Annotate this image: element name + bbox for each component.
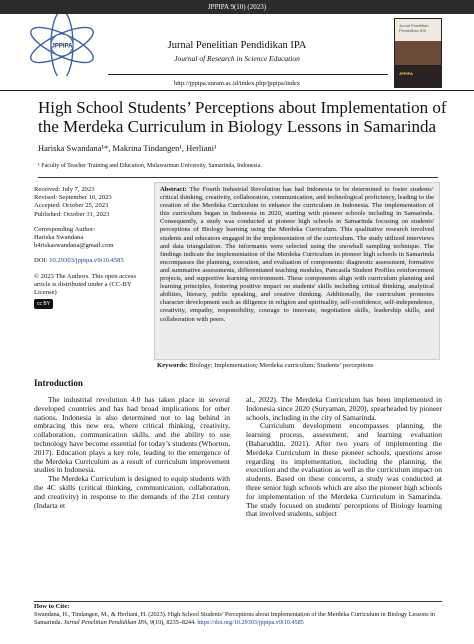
corresponding-author-name: Hariska Swandana [34,234,84,242]
abstract-box [154,182,440,360]
body-column-right [246,396,442,519]
citation-doi-link[interactable]: https://doi.org/10.29303/jppipa.v9i10.4585 [197,619,304,626]
revised-date: Revised: September 10, 2023 [34,194,112,202]
introduction-heading: Introduction [34,378,83,388]
journal-cover-thumbnail [394,18,442,88]
journal-subtitle: Journal of Research in Science Education [174,54,300,63]
citation-text [34,611,446,627]
abstract-label: Abstract: [160,186,187,193]
doi-line [34,257,144,265]
how-to-cite-label: How to Cite: [34,603,70,610]
body-column-left [34,396,230,510]
doi-label: DOI: [34,257,50,265]
paragraph: al., 2022). The Merdeka Curriculum has been implemented in Indonesia since 2020 (Suryaman, 2020), spearheaded by pioneer schools, including in the city of Samarinda. [246,395,442,422]
header-bottom-rule [0,90,474,91]
footer-divider [34,601,442,602]
journal-title: Jurnal Penelitian Pendidikan IPA [167,40,307,51]
paragraph: The industrial revolution 4.0 has taken place in several developed countries and has had broad implications for other nations. Indonesia is also determined not to lag behind in embracing this new era, where critical thinking, creativity, collaboration, communication skills, and the ability to use technology have become essential for today’s students (Whorton, 2017). Education plays a key role, leading to the emergence of the Merdeka Curriculum as a result of curriculum improvement studies in Indonesia. [34,395,230,475]
doi-link[interactable]: 10.29303/jppipa.v9i10.4585 [49,257,124,265]
citation-part: Swandana, H., Tindangen, M., & Herliani, H. (2023). High School Students’ Perceptions about Implementation of the Merdeka Curriculum in Biology Lessons in Samarinda. [34,611,435,626]
journal-issue-bar: JPPIPA 9(10) (2023) [0,0,474,14]
corresponding-author-label: Corresponding Author: [34,225,95,233]
author-list: Hariska Swandana¹*, Makrina Tindangen¹, Herliani¹ [38,143,217,153]
abstract-text: The Fourth Industrial Revolution has had Indonesia to be determined to foster students’ critical thinking, creativity, collaboration, communication, and technological proficiency, leading to the creation of the Merdeka Curriculum to enhance the curriculum in Indonesia. The implementation of this curriculum began in Indonesia in 2020, starting with pioneer schools including in Samarinda. Consequently, a study was conducted at pioneer high schools in Samarinda focusing on students' perceptions of Biology learning using the Merdeka Curriculum. This qualitative research involved students and educators engaged in the implementation of the curriculum. The study utilized interviews and data triangulation. The informants were selected using the snowball sampling technique. The findings indicate the implementation of the Merdeka Curriculum in pioneer high schools in Samarinda encompasses the planning, execution, and evaluation of components: diagnostic assessment, formative and summative assessments, differentiated teaching modules, Pancasila Student Profiles reinforcement projects, and supportive learning environment. These components align with curriculum planning and learning principles, fostering positive impact on students' skills including critical thinking, analytical abilities, literacy, public speaking, and creative thinking. Additionally, the curriculum promotes character development such as diligence in religion and spirituality, self-confidence, self-independence, creativity, empathy, responsibility, courage to innovate, negotiation skills, leadership skills, and collaboration with peers. [160,186,434,323]
header-divider [108,74,388,75]
cover-tag: Jurnal Penelitian Pendidikan IPA [399,23,429,33]
paragraph: The Merdeka Curriculum is designed to equip students with the 4C skills (critical thinking, communication, collaboration, and creativity) in response to the demands of the 21st century (Indarta et [34,474,230,510]
affiliation: ¹ Faculty of Teacher Training and Education, Mulawarman University, Samarinda, Indonesia. [38,163,262,169]
affiliation-divider [38,177,438,178]
keywords-label: Keywords: [157,362,188,369]
citation-journal: Jurnal Penelitian Pendidikan IPA, 9 [63,619,153,626]
cc-by-license-icon[interactable]: cc BY [34,299,53,309]
citation-part: (10), 8235–8244. [152,619,198,626]
accepted-date: Accepted: October 25, 2023 [34,202,109,210]
paragraph: Curriculum development encompasses planning, the learning process, assessment, and learning evaluation (Baharuddin, 2021). After two years of implementing the Merdeka Curriculum in these pioneer schools, questions arose regarding its implementation, including the planning, the execution and the evaluation as well as the curriculum impact on students. Based on these concerns, a study was conducted at three senior high schools which are also the pioneer high schools for implementation of the Merdeka Curriculum in Samarinda. The study focused on students' perceptions of Biology learning that involved students, subject [246,421,442,519]
email-link[interactable]: h4riskaswandana@gmail.com [34,242,114,250]
paper-title: High School Students’ Perceptions about Implementation of the Merdeka Curriculum in Biology Lessons in Samarinda [38,98,447,136]
keywords [157,362,437,369]
journal-url-link[interactable]: http://jppipa.unram.ac.id/index.php/jppipa/index [173,80,300,87]
published-date: Published: October 31, 2023 [34,210,110,218]
article-metadata [34,186,144,309]
license-text: © 2023 The Authors. This open access article is distributed under a (CC-BY License) [34,272,137,297]
cover-badge: JPPIPA [399,71,413,76]
received-date: Received: July 7, 2023 [34,186,95,193]
keywords-text: Biology; Implementation; Merdeka curriculum; Students’ perceptions [187,362,374,369]
logo-text: JPPIPA [51,43,73,50]
